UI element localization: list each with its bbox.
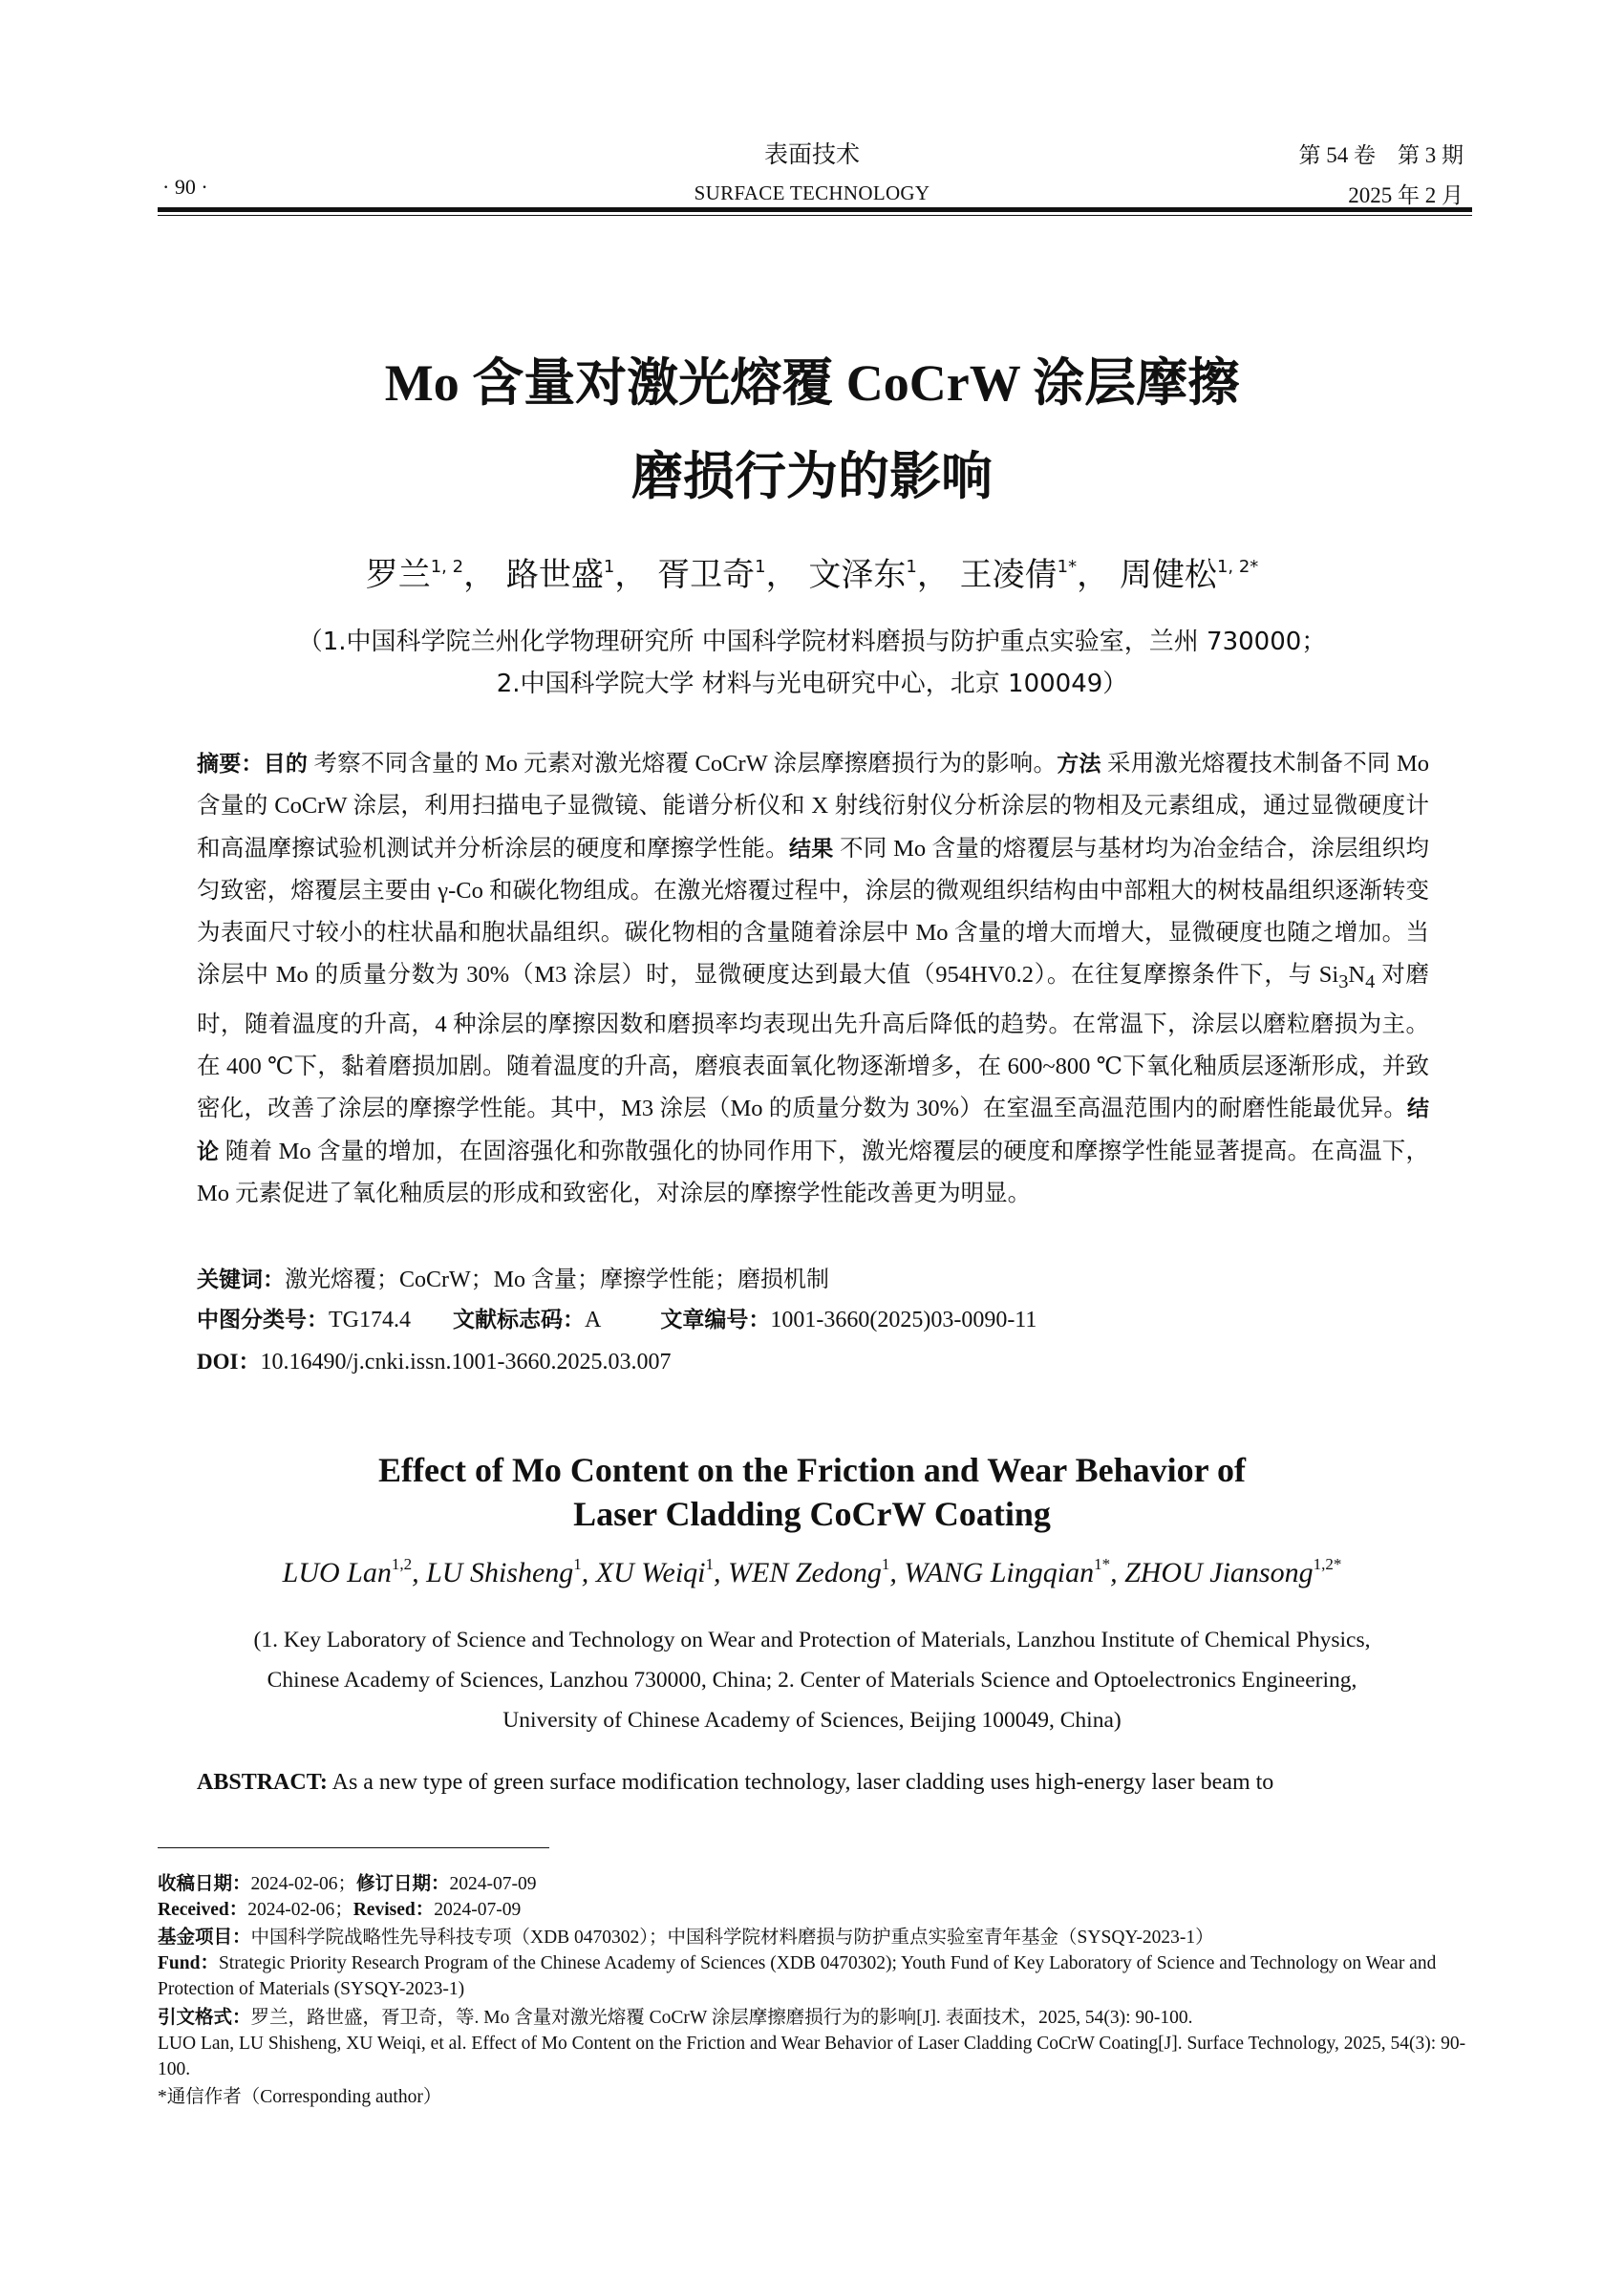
keywords-label: 关键词： bbox=[197, 1268, 285, 1292]
footnote-dates-en bbox=[158, 1897, 1472, 1923]
objective-label: 目的 bbox=[263, 752, 309, 777]
method-text: 采用激光熔覆技术制备不同 Mo 含量的 CoCrW 涂层，利用扫描电子显微镜、能谱分析仪和 X 射线衍射仪分析涂层的物相及元素组成，通过显微硬度计和高温摩擦试验机测试并分析涂层的硬度和摩擦学性能。 bbox=[197, 751, 1430, 862]
received-cn-label: 收稿日期： bbox=[158, 1872, 251, 1894]
author-affiliation-mark: 1, 2* bbox=[1216, 557, 1259, 577]
doi-value: 10.16490/j.cnki.issn.1001-3660.2025.03.007 bbox=[260, 1350, 672, 1374]
subscript: 4 bbox=[1365, 971, 1376, 993]
affiliation-cn bbox=[0, 621, 1624, 705]
received-en-value: 2024-02-06； bbox=[247, 1900, 353, 1920]
fund-en-value: Strategic Priority Research Program of the Chinese Academy of Sciences (XDB 0470302); Youth Fund of Key Laboratory of Science and Technology on Wear and Protection of Materials (SYSQY-2023-1) bbox=[158, 1953, 1437, 1999]
author-name: 罗兰 bbox=[365, 556, 431, 594]
author-list-cn: 罗兰$^{1, 2}$， 路世盛$^1$， 胥卫奇$^1$， 文泽东$^1$， 王凌倩$^{1*}$， 周健松$^{1, 2*}$ bbox=[365, 556, 1259, 594]
author-list-en: LUO Lan$^{1,2}$, LU Shisheng$^1$, XU Weiqi$^1$, WEN Zedong$^1$, WANG Lingqian$^{1*}$, ZHOU Jiansong$^{1,2*}$ bbox=[282, 1555, 1342, 1588]
volume-issue: 第 54 卷 第 3 期 bbox=[1298, 143, 1464, 167]
author-name: WEN Zedong bbox=[728, 1557, 882, 1588]
issue-info bbox=[1299, 136, 1464, 216]
revised-en-value: 2024-07-09 bbox=[434, 1900, 522, 1920]
method-label: 方法 bbox=[1057, 752, 1101, 777]
footnote-rule bbox=[158, 1847, 549, 1848]
footnote-citation-cn bbox=[158, 2004, 1472, 2031]
affiliation-en-line-1: (1. Key Laboratory of Science and Technology on Wear and Protection of Materials, Lanzhou Institute of Chemical Physics, bbox=[253, 1628, 1371, 1652]
header-rule-thick bbox=[158, 207, 1472, 212]
cite-cn-label: 引文格式： bbox=[158, 2006, 251, 2028]
author-affiliation-mark: 1* bbox=[1057, 557, 1078, 577]
affiliation-en bbox=[0, 1620, 1624, 1740]
result-text: N bbox=[1348, 962, 1366, 989]
author-affiliation-mark: 1, 2 bbox=[430, 557, 464, 577]
author-name: 文泽东 bbox=[808, 556, 907, 594]
author-name: 胥卫奇 bbox=[657, 556, 756, 594]
title-en-line-2: Laser Cladding CoCrW Coating bbox=[573, 1495, 1051, 1533]
result-label: 结果 bbox=[789, 836, 834, 862]
revised-cn-label: 修订日期： bbox=[356, 1872, 450, 1894]
revised-en-label: Revised： bbox=[353, 1900, 435, 1920]
journal-title-en: SURFACE TECHNOLOGY bbox=[694, 181, 930, 204]
fund-en-label: Fund： bbox=[158, 1953, 219, 1973]
author-affiliation-mark: 1 bbox=[906, 557, 917, 577]
author-name: WANG Lingqian bbox=[904, 1557, 1095, 1588]
footnote-fund-en bbox=[158, 1950, 1472, 2002]
doi-line bbox=[197, 1344, 671, 1375]
author-name: ZHOU Jiansong bbox=[1124, 1557, 1314, 1588]
issue-date: 2025 年 2 月 bbox=[1348, 183, 1464, 207]
author-affiliation-mark: 1 bbox=[573, 1555, 582, 1573]
author-affiliation-mark: 1,2 bbox=[391, 1555, 413, 1573]
author-affiliation-mark: 1 bbox=[755, 557, 766, 577]
objective-text: 考察不同含量的 Mo 元素对激光熔覆 CoCrW 涂层摩擦磨损行为的影响。 bbox=[313, 751, 1058, 777]
page-number: · 90 · bbox=[162, 175, 208, 199]
abstract-en bbox=[197, 1770, 1429, 1796]
clc-label: 中图分类号： bbox=[197, 1308, 329, 1332]
footnote-corresponding: *通信作者（Corresponding author） bbox=[158, 2087, 442, 2107]
header-rule-thin bbox=[158, 215, 1472, 216]
title-en-line-1: Effect of Mo Content on the Friction and Wear Behavior of bbox=[378, 1451, 1246, 1489]
doc-code-label: 文献标志码： bbox=[453, 1308, 585, 1332]
affiliation-cn-line-2: 2.中国科学院大学 材料与光电研究中心，北京 100049） bbox=[496, 670, 1128, 698]
author-affiliation-mark: 1 bbox=[603, 557, 615, 577]
title-cn-line-1: Mo 含量对激光熔覆 CoCrW 涂层摩擦 bbox=[384, 354, 1240, 412]
footnote-dates-cn bbox=[158, 1870, 1472, 1897]
fund-cn-label: 基金项目： bbox=[158, 1926, 251, 1948]
abstract-en-text: As a new type of green surface modification technology, laser cladding uses high-energy laser beam to bbox=[331, 1770, 1274, 1795]
journal-title-cn: 表面技术 bbox=[763, 142, 860, 168]
abstract-label: 摘要： bbox=[197, 752, 264, 777]
author-name: LUO Lan bbox=[282, 1557, 392, 1588]
conclusion-label: 结论 bbox=[197, 1097, 1429, 1164]
author-affiliation-mark: 1 bbox=[705, 1555, 714, 1573]
affiliation-en-line-2: Chinese Academy of Sciences, Lanzhou 730000, China; 2. Center of Materials Science and Optoelectronics Engineering, bbox=[267, 1668, 1357, 1693]
author-name: 王凌倩 bbox=[959, 556, 1058, 594]
title-cn-line-2: 磨损行为的影响 bbox=[631, 448, 993, 505]
result-text: 不同 Mo 含量的熔覆层与基材均为冶金结合，涂层组织均匀致密，熔覆层主要由 γ-Co 和碳化物组成。在激光熔覆过程中，涂层的微观组织结构由中部粗大的树枝晶组织逐渐转变为表面尺寸较小的柱状晶和胞状晶组织。碳化物相的含量随着涂层中 Mo 含量的增大而增大，显微硬度也随之增加。当涂层中 Mo 的质量分数为 30%（M3 涂层）时，显微硬度达到最大值（954HV0.2）。在往复摩擦条件下，与 Si bbox=[197, 835, 1430, 989]
article-no-label: 文章编号： bbox=[660, 1308, 771, 1332]
conclusion-text: 随着 Mo 含量的增加，在固溶强化和弥散强化的协同作用下，激光熔覆层的硬度和摩擦学性能显著提高。在高温下，Mo 元素促进了氧化釉质层的形成和致密化，对涂层的摩擦学性能改善更为明显。 bbox=[197, 1138, 1430, 1206]
received-en-label: Received： bbox=[158, 1900, 248, 1920]
cite-cn-value: 罗兰，路世盛，胥卫奇，等. Mo 含量对激光熔覆 CoCrW 涂层摩擦磨损行为的影响[J]. 表面技术，2025, 54(3): 90-100. bbox=[250, 2008, 1193, 2028]
paper-title-en bbox=[0, 1448, 1624, 1536]
abstract-en-label: ABSTRACT: bbox=[197, 1770, 328, 1795]
fund-cn-value: 中国科学院战略性先导科技专项（XDB 0470302）；中国科学院材料磨损与防护重点实验室青年基金（SYSQY-2023-1） bbox=[250, 1928, 1214, 1948]
received-cn-value: 2024-02-06； bbox=[250, 1874, 357, 1894]
affiliation-en-line-3: University of Chinese Academy of Sciences, Beijing 100049, China) bbox=[502, 1708, 1122, 1733]
doc-code-value: A bbox=[585, 1308, 602, 1332]
paper-title-cn bbox=[0, 336, 1624, 523]
author-name: 周健松 bbox=[1119, 556, 1217, 594]
footnote-citation-en: LUO Lan, LU Shisheng, XU Weiqi, et al. Effect of Mo Content on the Friction and Wear Behavior of Laser Cladding CoCrW Coating[J]. Surface Technology, 2025, 54(3): 90-100. bbox=[158, 2034, 1466, 2079]
clc-value: TG174.4 bbox=[329, 1308, 411, 1332]
author-name: 路世盛 bbox=[505, 556, 604, 594]
revised-cn-value: 2024-07-09 bbox=[449, 1874, 537, 1894]
result-text: 对磨时，随着温度的升高，4 种涂层的摩擦因数和磨损率均表现出先升高后降低的趋势。在常温下，涂层以磨粒磨损为主。在 400 ℃下，黏着磨损加剧。随着温度的升高，磨痕表面氧化物逐渐增多，在 600~800 ℃下氧化釉质层逐渐形成，并致密化，改善了涂层的摩擦学性能。其中，M3 涂层（Mo 的质量分数为 30%）在室温至高温范围内的耐磨性能最优异。 bbox=[197, 962, 1430, 1122]
abstract-cn bbox=[197, 743, 1429, 1215]
author-name: LU Shisheng bbox=[426, 1557, 574, 1588]
author-name: XU Weiqi bbox=[595, 1557, 706, 1588]
footnote-fund-cn bbox=[158, 1924, 1472, 1950]
article-no-value: 1001-3660(2025)03-0090-11 bbox=[770, 1308, 1037, 1332]
subscript: 3 bbox=[1338, 971, 1349, 993]
author-affiliation-mark: 1,2* bbox=[1313, 1555, 1342, 1573]
doi-label: DOI： bbox=[197, 1350, 261, 1374]
author-affiliation-mark: 1* bbox=[1094, 1555, 1111, 1573]
author-affiliation-mark: 1 bbox=[881, 1555, 890, 1573]
classification-line bbox=[197, 1302, 1036, 1333]
affiliation-cn-line-1: （1.中国科学院兰州化学物理研究所 中国科学院材料磨损与防护重点实验室，兰州 730000； bbox=[297, 628, 1327, 656]
keywords bbox=[197, 1260, 829, 1293]
keywords-text: 激光熔覆；CoCrW；Mo 含量；摩擦学性能；磨损机制 bbox=[285, 1268, 829, 1292]
